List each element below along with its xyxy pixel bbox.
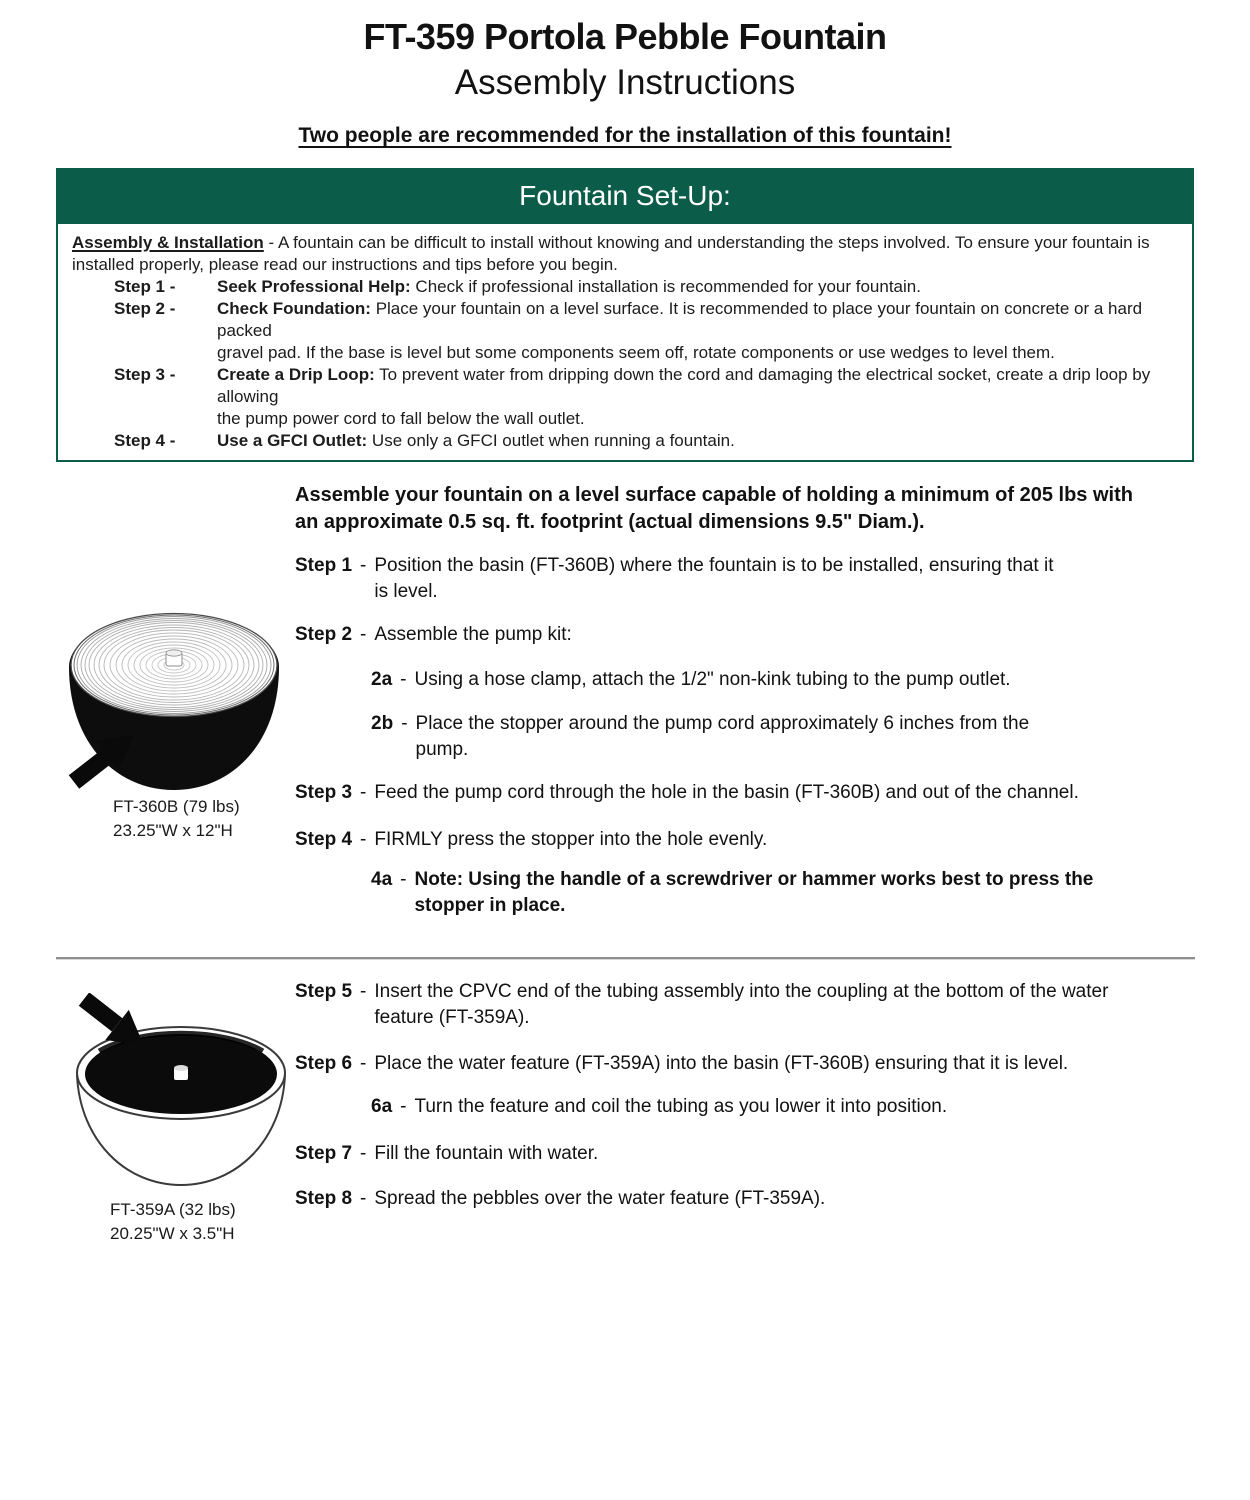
step-text	[416, 711, 1030, 763]
step-label: Step 8	[295, 1188, 353, 1209]
warning-note: Two people are recommended for the installation of this fountain!	[298, 124, 952, 147]
page-title: FT-359 Portola Pebble Fountain	[363, 16, 887, 57]
setup-step-title: Use a GFCI Outlet:	[217, 431, 368, 450]
setup-step-title: Seek Professional Help:	[217, 277, 411, 296]
setup-box-header: Fountain Set-Up:	[58, 170, 1192, 224]
setup-step-text-line2: gravel pad. If the base is level but some components seem off, rotate components or use wedges to level them.	[217, 343, 1055, 362]
assembly-step-4a	[371, 867, 1195, 919]
step-dash: -	[360, 782, 367, 803]
setup-step-text: To prevent water from dripping down the cord and damaging the electrical socket, create a drip loop by allowing	[217, 365, 1151, 406]
step-text	[374, 553, 1053, 605]
section-divider	[56, 957, 1195, 960]
setup-step-title: Check Foundation:	[217, 299, 371, 318]
step-dash: -	[401, 713, 408, 734]
step-label: Step 4	[295, 829, 353, 850]
setup-step-label: Step 3 -	[114, 365, 176, 384]
setup-step-body	[217, 364, 1178, 430]
step-text: Assemble the pump kit:	[374, 624, 572, 645]
step-text	[414, 867, 1093, 919]
step-text-line1: Note: Using the handle of a screwdriver or hammer works best to press the	[414, 869, 1094, 890]
step-label: 2b	[371, 713, 394, 734]
basin-label-line2: 23.25"W x 12"H	[113, 821, 233, 840]
setup-step-label: Step 1 -	[114, 277, 176, 296]
assembly-intro-line2: an approximate 0.5 sq. ft. footprint (actual dimensions 9.5" Diam.).	[295, 511, 925, 533]
setup-step-1	[114, 276, 1178, 298]
assembly-step-6	[295, 1051, 1195, 1077]
setup-intro	[72, 232, 1178, 276]
step-dash: -	[360, 1143, 367, 1164]
step-label: Step 3	[295, 782, 353, 803]
step-dash: -	[360, 829, 367, 850]
step-dash: -	[360, 981, 367, 1002]
basin-illustration	[62, 610, 292, 790]
step-text: Place the water feature (FT-359A) into the basin (FT-360B) ensuring that it is level.	[374, 1053, 1069, 1074]
feature-figure	[64, 993, 294, 1246]
step-dash: -	[400, 669, 407, 690]
step-dash: -	[400, 1096, 407, 1117]
step-text: Feed the pump cord through the hole in the basin (FT-360B) and out of the channel.	[374, 782, 1079, 803]
assembly-step-2b	[371, 711, 1195, 763]
basin-figure-label	[62, 795, 292, 843]
setup-step-text: Use only a GFCI outlet when running a fountain.	[371, 431, 735, 450]
step-text: Using a hose clamp, attach the 1/2" non-kink tubing to the pump outlet.	[414, 669, 1011, 690]
step-text: Turn the feature and coil the tubing as you lower it into position.	[414, 1096, 948, 1117]
feature-illustration	[64, 993, 294, 1191]
step-text-line2: feature (FT-359A).	[374, 1007, 530, 1028]
document-header	[0, 0, 1250, 148]
step-label: 4a	[371, 869, 393, 890]
feature-label-line1: FT-359A (32 lbs)	[110, 1200, 236, 1219]
step-label: 6a	[371, 1096, 393, 1117]
setup-step-title: Create a Drip Loop:	[217, 365, 375, 384]
assembly-main	[0, 462, 1250, 1243]
step-label: Step 2	[295, 624, 353, 645]
step-label: Step 7	[295, 1143, 353, 1164]
setup-box-body	[58, 224, 1192, 460]
basin-figure	[62, 610, 292, 843]
assembly-step-8	[295, 1186, 1195, 1212]
assembly-step-1	[295, 553, 1195, 605]
feature-figure-label	[64, 1198, 294, 1246]
step-dash: -	[400, 869, 407, 890]
setup-step-text: Check if professional installation is recommended for your fountain.	[415, 277, 921, 296]
assembly-section-2	[295, 979, 1195, 1212]
step-text-line2: stopper in place.	[414, 895, 566, 916]
assembly-step-4	[295, 827, 1195, 853]
setup-step-body	[217, 430, 1178, 452]
setup-intro-text-line2: installed properly, please read our instructions and tips before you begin.	[72, 255, 618, 274]
setup-step-label: Step 2 -	[114, 299, 176, 318]
step-text: Spread the pebbles over the water feature (FT-359A).	[374, 1188, 826, 1209]
step-text: Fill the fountain with water.	[374, 1143, 599, 1164]
step-label: Step 1	[295, 555, 353, 576]
feature-label-line2: 20.25"W x 3.5"H	[110, 1224, 235, 1243]
assembly-step-6a	[371, 1094, 1195, 1120]
page-subtitle: Assembly Instructions	[454, 63, 796, 102]
step-dash: -	[360, 555, 367, 576]
step-label: Step 5	[295, 981, 353, 1002]
step-label: Step 6	[295, 1053, 353, 1074]
step-text-line2: is level.	[374, 581, 438, 602]
step-text-line1: Place the stopper around the pump cord approximately 6 inches from the	[415, 713, 1030, 734]
setup-step-body	[217, 276, 1178, 298]
step-dash: -	[360, 1053, 367, 1074]
setup-step-4	[114, 430, 1178, 452]
step-text: FIRMLY press the stopper into the hole evenly.	[374, 829, 768, 850]
assembly-step-3	[295, 780, 1195, 806]
basin-label-line1: FT-360B (79 lbs)	[113, 797, 240, 816]
assembly-step-2a	[371, 667, 1195, 693]
setup-step-3	[114, 364, 1178, 430]
setup-box	[56, 168, 1194, 462]
step-text	[374, 979, 1108, 1031]
setup-step-label: Step 4 -	[114, 431, 176, 450]
step-text-line1: Position the basin (FT-360B) where the fountain is to be installed, ensuring that it	[374, 555, 1054, 576]
step-label: 2a	[371, 669, 393, 690]
setup-step-2	[114, 298, 1178, 364]
assembly-step-2	[295, 622, 1195, 648]
assembly-step-7	[295, 1141, 1195, 1167]
step-text-line1: Insert the CPVC end of the tubing assembly into the coupling at the bottom of the water	[374, 981, 1109, 1002]
assembly-intro-line1: Assemble your fountain on a level surface capable of holding a minimum of 205 lbs with	[295, 484, 1133, 506]
assembly-step-5	[295, 979, 1195, 1031]
assembly-section-1	[295, 462, 1195, 919]
step-dash: -	[360, 1188, 367, 1209]
setup-intro-text: - A fountain can be difficult to install without knowing and understanding the steps involved. To ensure your fountain is	[263, 233, 1150, 252]
setup-step-body	[217, 298, 1178, 364]
step-text-line2: pump.	[415, 739, 469, 760]
setup-intro-label: Assembly & Installation	[72, 233, 264, 252]
setup-step-text: Place your fountain on a level surface. It is recommended to place your fountain on concrete or a hard packed	[217, 299, 1143, 340]
assembly-intro	[295, 462, 1195, 536]
setup-step-text-line2: the pump power cord to fall below the wall outlet.	[217, 409, 585, 428]
step-dash: -	[360, 624, 367, 645]
